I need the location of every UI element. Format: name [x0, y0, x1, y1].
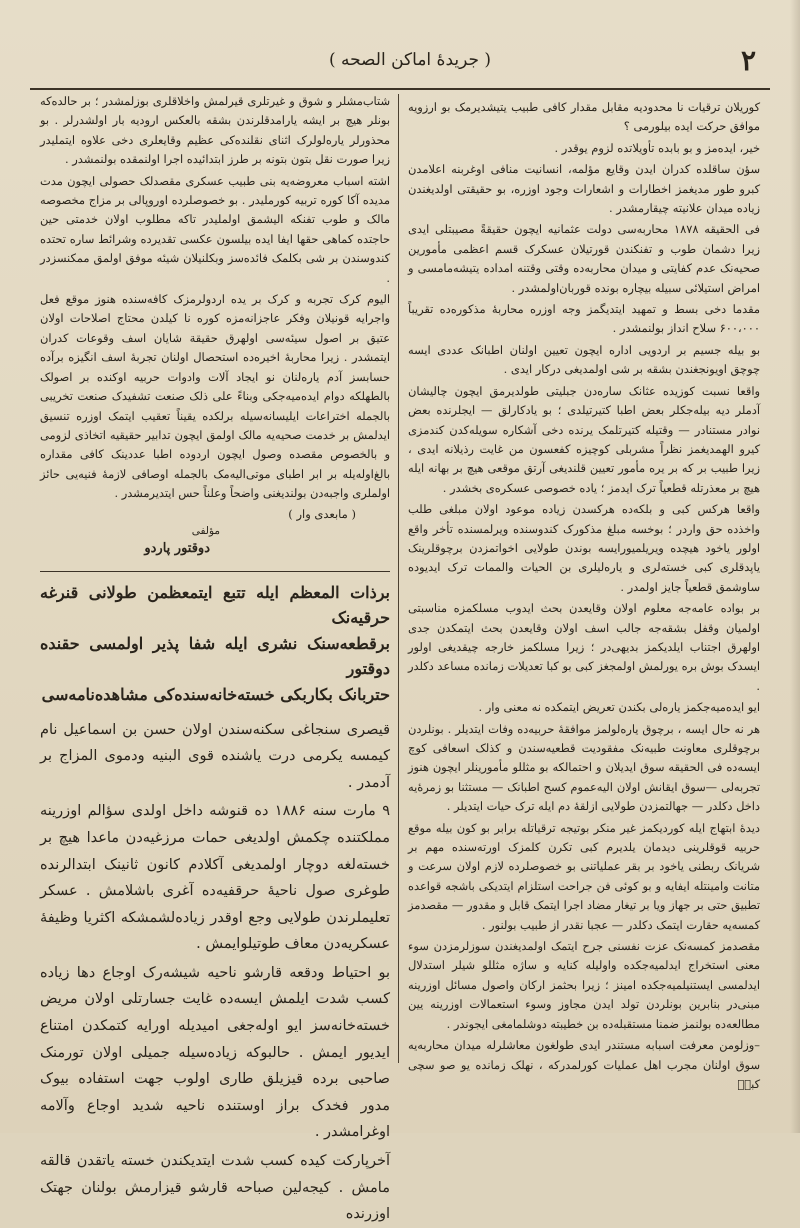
- right-paragraph: فی الحقیقه ۱۸۷۸ محاربه‌سی دولت عثمانیه ایچون حقیقةً مصیبتلی ایدی زیرا دشمان طوب و تفنکندن قورتیلان عسکرک قسم اعظمی مأمورین صحیه‌نک عدم کفایتی و میدان محاربه‌ده وقتی وقتنه امداده یتیشه‌مامسی و امراض استیلائی سبیله بیچاره بونده قوربان‌اولمشدر .: [408, 222, 760, 295]
- right-paragraph: خیر، ایده‌مز و بو بابده تأویلاتده لزوم یوقدر .: [554, 140, 760, 155]
- right-paragraph: کوریلان ترقیات نا محدودیه مقابل مقدار کافی طبیب یتیشدیرمک بو ارزویه موافق حرکت ایده بیلورمی ؟: [408, 100, 760, 134]
- case-report-article: [40, 717, 390, 1228]
- author-signature: [40, 506, 390, 557]
- right-column: [408, 98, 760, 1091]
- to-be-continued: ( مابعدی وار ): [288, 506, 356, 521]
- article-paragraph: آخرپارکت کیده کسب شدت ایتدیکندن خسته یاتقدن قالقه‌ مامش . کیجه‌لین صباحه قارشو قیزارمش بولنان جهتک اوزرنده: [40, 1153, 390, 1223]
- right-paragraph: مقصدمز کمسه‌نک عزت نفسنی جرح ایتمک اولمدیغندن سوزلرمزدن سوء معنی استخراج ایدلمیه‌جکده واولیله کنایه و ساژه مثللو شیلر استدلال ایدلمسی ایستنیلمیه‌جکده امینز ؛ زیرا بحثمز ارکان واصول مسائل اوزرینه مبنی‌در بنابرین بونلردن تولد ایدن مجاوز وسوء استعمالات اوزرینه یین مطالعه‌ده بولنمز ضمنا مستقبله‌ده بن خطیبته دوشلمامغی ایجوندر .: [408, 939, 760, 1031]
- page-header: [20, 40, 780, 90]
- left-paragraph: اشته اسباب معروضه‌یه بنی طبیب عسکری مقصدلک حصولی ایچون مدت مدیده آکا کوره تربیه کورملیدر . بو خصوصلرده اوروپالی بر مزاج مخصوصه مالک و طوب تفنکه الیشمق اولملیدر تاکه مطلوب اولان خدمتی حین حاجتده کماهی حقها ایفا ایده بیلسون عکسی تقدیرده وشرائط ساره تحتده کندوسندن بر شی بکلمک فائده‌سز وبکلنیلان شیئه موفق اولمق ممکنسزدر .: [40, 173, 390, 285]
- right-paragraph: بر بواده عامه‌جه معلوم اولان وقایعدن بحث ایدوب مسلکمزه مناسبتی اولمیان وقفل بشقه‌جه جالب اسف اولان وقایعدن بحث ایتمکدن جدی اولهرق اجتناب ایلدیکمز بدیهی‌در ؛ زیرا مسلکمز خارجه چیقدیغی اولور ایسدک بوش بره یورلمش اولمجغز کبی بو کبا تعدیلات زمانده مساعد دکلدر .: [408, 601, 760, 693]
- page-edge-shadow: [790, 0, 800, 1133]
- journal-title: ( جریدۀ اماکن الصحه ): [328, 50, 492, 70]
- right-paragraph: –وزلومن معرفت اسبابه مستندر ایدی طولغون معاشلرله میدان محاربه‌یه سوق اولنان مجرب اهل عملیات کورلمدرکه ، نهلک زمانده یو صو سچی کبیؑ: [408, 1038, 760, 1091]
- left-column: [40, 92, 390, 1223]
- article-headline: [40, 580, 390, 707]
- right-paragraph: سؤن ساقلده کدران ایدن وقایع مؤلمه، انسانیت منافی اوغربنه اعلامدن کبرو طور مدیغمز اخطارات و اشعارات وجود اوزره، بو حقیقتی اولدیغندن زیاده میدان علانیته چیقارمشدر .: [408, 162, 760, 216]
- article-continuation: [40, 92, 390, 504]
- article-paragraph: ۹ مارت سنه ۱۸۸۶ ده قنوشه داخل اولدی سؤالم اوزرینه مملکتنده چکمش اولدیغی حمات مرزغیه‌دن ماعدا هیچ بر خسته‌لغه دوچار اولمدیغی آکلادم کانون ثانینک ابتدالرنده طوغری صول ناحیۀ حرقفیه‌ده آغری باشلامش . عسکر تعلیملرندن طولایی وجع اوقدر زیاده‌لشمشکه اکثریا وظیفۀ عسکریه‌دن معاف طوتیلوایمش .: [40, 803, 390, 953]
- article-paragraph: بو احتیاط ودقعه قارشو ناحیه شیشه‌رک اوجاع دها زیاده کسب شدت ایلمش ایسه‌ده غایت جسارتلی اولان مریض خسته‌خانه‌سز ایو اوله‌جغی امیدیله اورایه کتمکدن امتناع ایدیور ایمش . حالبوکه زیاده‌سیله جمیلی اولان تورمنک صاحبی برده قیزیلق طاری اولوب جهت استفاده بیوک مدور فخدک براز اوستنده ناحیه شدید اوجاع وآلامه اوغرامشدر .: [40, 964, 390, 1141]
- right-paragraph: هر نه حال ایسه ، برچوق یاره‌لولمز موافقۀ حربیه‌ده وفات ایتدیلر . بونلردن برچوقلری معاونت طبیه‌نک مفقودیت قطعیه‌سندن و کذلک اسعافی کوچ ایسه‌ده فی الحقیقه سوق ایدیلان و احتمالکه بو مثللو مأمورینلر ایچون هنوز تجربه‌لی —سوق ایقانش اولان الیه‌عموم کسح اطبانک — مستثنا بو زمرۀ‌یه داخل دکلدر — جهالتمزدن طولایی ازلقۀ دم ایله ترک حیات ایتدیلر .: [408, 721, 760, 814]
- section-divider: [40, 571, 390, 572]
- right-paragraph: بو بیله جسیم بر اردویی اداره ایچون تعیین اولنان اطبانک عددی ایسه چوچق اویونجغندن بشقه بر شی اولمدیغی درکار ایدی .: [408, 342, 760, 377]
- right-paragraph: مقدما دخی بسط و تمهید ایتدیگمز وجه اوزره محاربۀ مذکوره‌ده تقریباً ۶۰۰،۰۰۰ سلاح انداز بولنمشدر .: [408, 302, 760, 336]
- headline-line: برقطعه‌سنک نشری ایله شفا پذیر اولمسی حقنده دوقتور: [40, 633, 390, 678]
- header-divider: [30, 88, 770, 90]
- right-paragraph: دیدۀ ابتهاج ایله کوردیکمز غیر منکر بوتیجه ترقیاتله برابر بو کون بیله موقع حربیه قوقلرینی دیدمان یلدیرم کبی تکرن کلمزک اورته‌سنده مهم بر شریانک ربطنی یاخود بر بقر عملیاتنی بو خصوصلرده لازم اولان سرعت و متانت وامینتله ایفایه و بو کوئی فن جراحت استلزام ایتدیکی باشجه قواعده تطبیق حتی بر جهاز ویا بر تیغار مضاد اجرا ایتمک قابل و مقدور — مقصدمز کمسه‌یه حقارت ایتمک دکلدر — عجبا نقدر از طبیب بولنور .: [408, 820, 760, 932]
- right-paragraph: ایو ایده‌میه‌جکمز یاره‌لی بکندن تعریض ایتمکده نه معنی وار .: [478, 700, 760, 715]
- left-paragraph: الیوم کرک تجربه و کرک بر یده اردولرمزک کافه‌سنده هنوز موقع فعل واجرایه قونیلان وفکر عاجزانه‌مزه کوره نا کیلدن محتاج اصلاحات اولان عتیق بر اصول سیئه‌سی اولهرق حقیقة شایان اسف وقوعات کدران ایتمشدر . زیرا محاربۀ اخیره‌ده استحصال اولنان تجربۀ اسف انگیزه برآده حسابسز آدم یاره‌لنان نو ایجاد آلات وادوات حربیه اوکنده بر اصولک بالطهلکه دوام ایده‌میه‌جکی وبناءً علی ذلک صنعت تشفیدک صنعت تخریبی بالجمله اختراعات ایلیسانه‌سیله برلکده یقیناً تعقیب ایتمک اوزره تنسیق ایدلمش بر خدمت صحیه‌یه مالک اولمق ایچون تدابیر حقیقیه اتخاذی لزومی و بالخصوص مقصده وصول ایچون اردوده اطبا عددینک کافی مقداره بالغ‌اوله‌یله بر ابر اطبای موتی‌الیه‌مک بالجمله اوصافی لازمۀ فنیه‌یی حائز اولملری واجبه‌دن بولندیغنی واضحاً وعلناً حس ایتدیرمشدر .: [40, 292, 390, 501]
- author-name: دوقتور پاردو: [144, 540, 210, 556]
- right-paragraph: واقعا نسبت کوزیده عثانک ساره‌دن جبلیتی طولدیرمق ایچون چالیشان آدملر دیه بیله‌جکلر بعض اطبا کتیرتیلدی ؛ بو یادکارلق — ایجلرنده بعض نوادر مستنادر — وقتیله کتیرتلمک یرنده دخی آشکاره سویله‌کدن کندمزی کیرو الهمدیغمز نظراً مشربلی کوچیزه کفعسون من غایت رذیلانه ایدی ، زیرا طبیب بر که بر یره مأمور تعیین قلندیغی آرتق موقعی هیچ بر بهانه ایله هیچ بر معذرتله قطعیاً ترک ایدمز ؛ یاده خصوصی عسکره‌ی بخشدر .: [408, 383, 760, 495]
- page-number: ۲: [740, 44, 756, 77]
- headline-line: حتربانک بکاربکی خسته‌خانه‌سنده‌کی مشاهده‌نامه‌سی: [41, 684, 390, 704]
- headline-line: برذات المعظم ایله تتبع ایتمعظمن طولانی قنرغه حرقیه‌نک: [40, 582, 390, 627]
- right-paragraph: واقعا هرکس کبی و بلکه‌ده هرکسدن زیاده موعود اولان مبلغی طلب واخذده حق واردر ؛ بوخسه مبلغ مذکورک کندوسنده ویرلمسنده تأخر واقع اولور یاخود هیچده ویریلمیورایسه بوندن طولایی اخواتمزدن برچوقلرینک یاپدقلری کبی خسته‌لری و یاره‌لیلری بن الحیات والممات ترک ایدیوده ساوشمق قطعیاً جایز اولمدر .: [408, 502, 760, 594]
- author-label: مؤلفی: [191, 524, 220, 537]
- article-paragraph: قیصری سنجاغی سکنه‌سندن اولان حسن بن اسماعیل نام کیمسه یکرمی درت یاشنده قوی البنیه ودموی المزاج بر آدمدر .: [40, 721, 390, 791]
- column-divider: [398, 94, 399, 1063]
- left-paragraph: شتاب‌مشلر و شوق و غیرتلری قیرلمش واخلاقلری بوزلمشدر ؛ بر حالده‌که بونلر هیچ بر ایشه یارامدقلرندن بشقه بالعکس ارودیه بار اولشدرلر . بو محذورلر یاره‌لولرک اثنای نقلنده‌کی عظیم وقایعلری دخی علاوه ایتملیدر زیرا صورت نقل بتون بتونه بر طرز ابتدائیده اجرا اولنمقده بولنمشدر .: [40, 94, 390, 167]
